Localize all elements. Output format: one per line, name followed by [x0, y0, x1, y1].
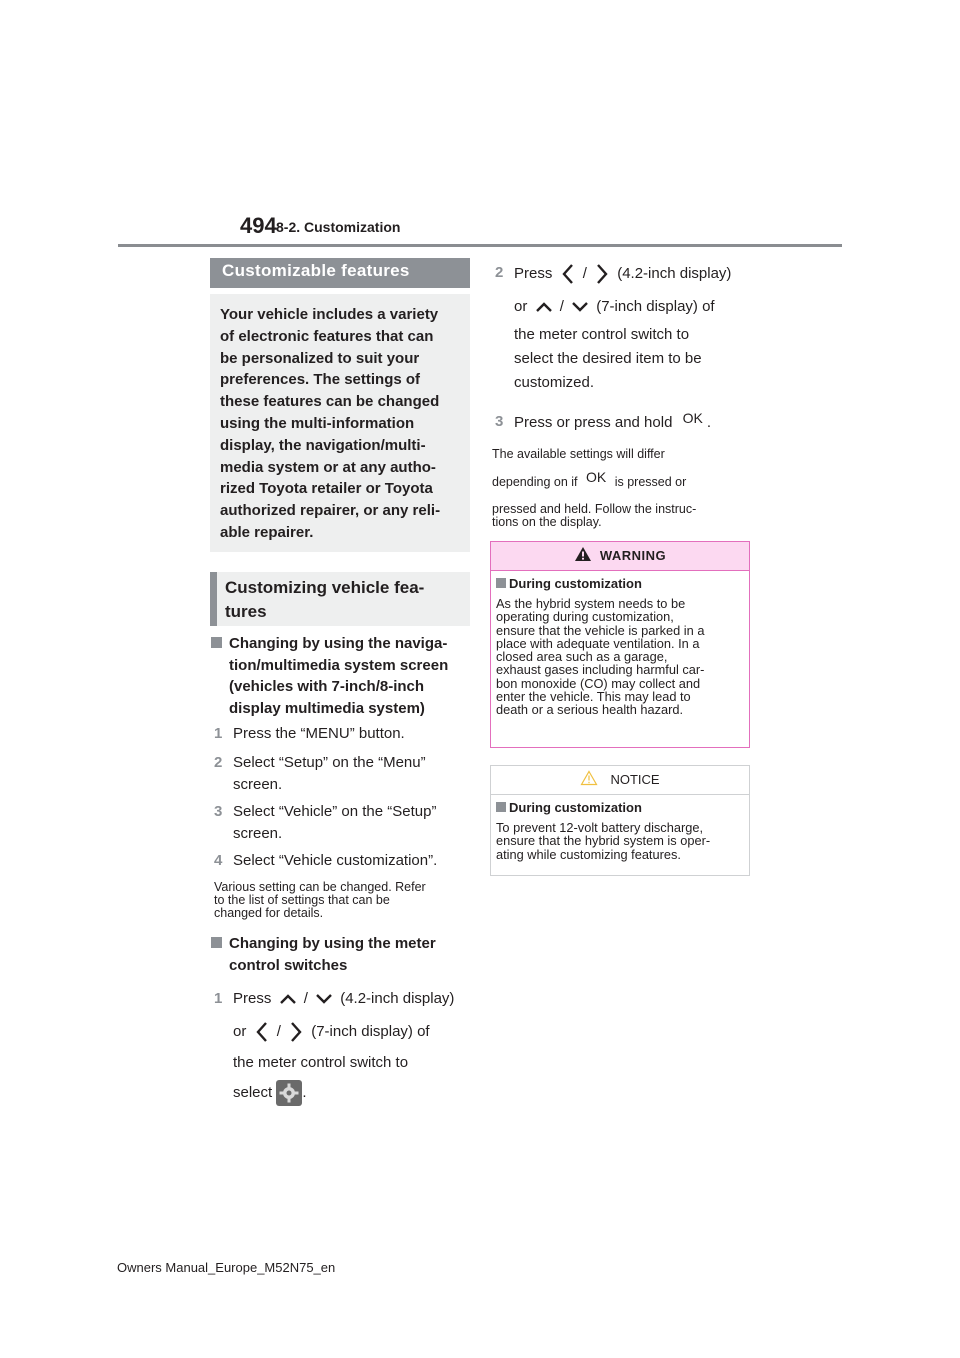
notice-title-bar — [491, 766, 749, 795]
warning-subheading: During customization — [496, 576, 749, 591]
chevron-down-icon — [568, 300, 592, 314]
notice-text: To prevent 12-volt battery discharge, ensure that the hybrid system is oper- ating while customizing features. — [496, 820, 711, 862]
step-number: 2 — [214, 754, 223, 771]
note-line: changed for details. — [214, 906, 324, 920]
meter-step-3 — [495, 410, 711, 434]
heading-line: Customizing vehicle fea- — [225, 578, 425, 597]
warning-triangle-icon — [574, 546, 592, 562]
step-text: or / (7-inch display) of — [233, 1020, 454, 1044]
nav-step-2 — [214, 752, 426, 796]
intro-line: of electronic features that can — [220, 327, 434, 345]
customizable-features-heading: Customizable features — [210, 258, 470, 288]
intro-line: authorized repairer, or any reli- — [220, 502, 441, 520]
nav-system-subheading — [229, 633, 448, 719]
intro-line: Your vehicle includes a variety — [220, 306, 439, 323]
step-text: or / (7-inch display) of — [514, 298, 715, 315]
note-line: depending on if OK is pressed or — [492, 469, 687, 489]
page-number: 494 — [240, 213, 277, 238]
step-text: select . — [233, 1080, 454, 1106]
notice-title: NOTICE — [610, 772, 660, 787]
chevron-left-icon — [251, 1020, 273, 1044]
meter-step-1 — [214, 988, 455, 1106]
nav-note — [214, 881, 426, 920]
footer-document-id: Owners Manual_Europe_M52N75_en — [117, 1260, 336, 1275]
subheading-line: Changing by using the naviga- — [229, 635, 448, 652]
intro-line: rized Toyota retailer or Toyota — [220, 480, 433, 498]
chevron-up-icon — [276, 992, 300, 1006]
square-bullet-icon — [496, 802, 506, 812]
step-text: the meter control switch to — [233, 1054, 409, 1071]
chevron-up-icon — [532, 300, 556, 314]
warning-box — [490, 541, 750, 748]
square-bullet-icon — [211, 637, 222, 648]
intro-line: display, the navigation/multi- — [220, 436, 426, 454]
chevron-right-icon — [285, 1020, 307, 1044]
settings-gear-icon — [276, 1080, 302, 1106]
step-text: the meter control switch to — [514, 326, 690, 343]
warning-title-bar — [491, 542, 749, 571]
header-rule — [118, 244, 842, 247]
chevron-right-icon — [591, 262, 613, 286]
intro-panel — [210, 294, 470, 552]
subheading-line: Changing by using the meter — [229, 935, 436, 952]
step-text: customized. — [514, 374, 595, 391]
intro-line: able repairer. — [220, 523, 314, 541]
step-number: 2 — [495, 264, 504, 281]
intro-line: using the multi-information — [220, 414, 415, 432]
intro-line: these features can be changed — [220, 393, 440, 411]
settings-note — [492, 448, 696, 529]
note-line: The available settings will differ — [492, 447, 665, 461]
meter-step-2 — [495, 262, 732, 394]
note-line: tions on the display. — [492, 515, 602, 529]
step-number: 3 — [214, 803, 223, 820]
subheading-line: (vehicles with 7-inch/8-inch — [229, 678, 425, 696]
chevron-down-icon — [312, 992, 336, 1006]
warning-title: WARNING — [599, 548, 667, 563]
subheading-line: control switches — [229, 956, 348, 974]
subheading-line: tion/multimedia system screen — [229, 656, 449, 674]
step-text: Press / (4.2-inch display) — [514, 262, 731, 286]
notice-subheading: During customization — [496, 800, 749, 815]
square-bullet-icon — [211, 937, 222, 948]
step-text: screen. — [233, 825, 283, 842]
section-title: 8-2. Customization — [276, 219, 401, 235]
warning-text: As the hybrid system needs to be operating during customization, ensure that the vehicle is parked in a place with adequate ventilation. In a closed area such as a garage, exhaust gases including harmful car- bon monoxide (CO) may collect and enter the vehicle. This may lead to death or a serious health hazard. — [496, 596, 705, 718]
step-text: Press the “MENU” button. — [233, 725, 405, 742]
step-text: Press or press and hold OK . — [514, 411, 711, 434]
subheading-line: display multimedia system) — [229, 699, 425, 717]
intro-line: preferences. The settings of — [220, 371, 421, 389]
note-line: pressed and held. Follow the instruc- — [492, 502, 697, 516]
ok-button-icon: OK — [585, 469, 607, 485]
step-text: Select “Vehicle” on the “Setup” — [233, 803, 437, 820]
heading-line: tures — [225, 602, 267, 621]
caution-triangle-icon — [580, 770, 598, 786]
intro-line: media system or at any autho- — [220, 458, 436, 476]
square-bullet-icon — [496, 578, 506, 588]
step-text: screen. — [233, 776, 283, 793]
notice-box — [490, 765, 750, 876]
step-text: Select “Vehicle customization”. — [233, 852, 438, 869]
step-number: 3 — [495, 413, 504, 430]
step-text: Select “Setup” on the “Menu” — [233, 754, 426, 771]
nav-step-3 — [214, 801, 437, 845]
customizing-vehicle-features-heading — [210, 572, 470, 626]
step-text: Press / (4.2-inch display) — [233, 990, 455, 1007]
note-line: Various setting can be changed. Refer — [214, 880, 426, 894]
intro-line: be personalized to suit your — [220, 349, 420, 367]
note-line: to the list of settings that can be — [214, 893, 390, 907]
chevron-left-icon — [557, 262, 579, 286]
step-number: 1 — [214, 990, 223, 1007]
step-number: 1 — [214, 725, 223, 742]
step-number: 4 — [214, 852, 223, 869]
nav-step-4 — [214, 850, 438, 872]
step-text: select the desired item to be — [514, 350, 702, 367]
ok-button-icon: OK — [682, 410, 703, 426]
meter-switch-subheading — [229, 933, 436, 976]
nav-step-1 — [214, 723, 405, 745]
